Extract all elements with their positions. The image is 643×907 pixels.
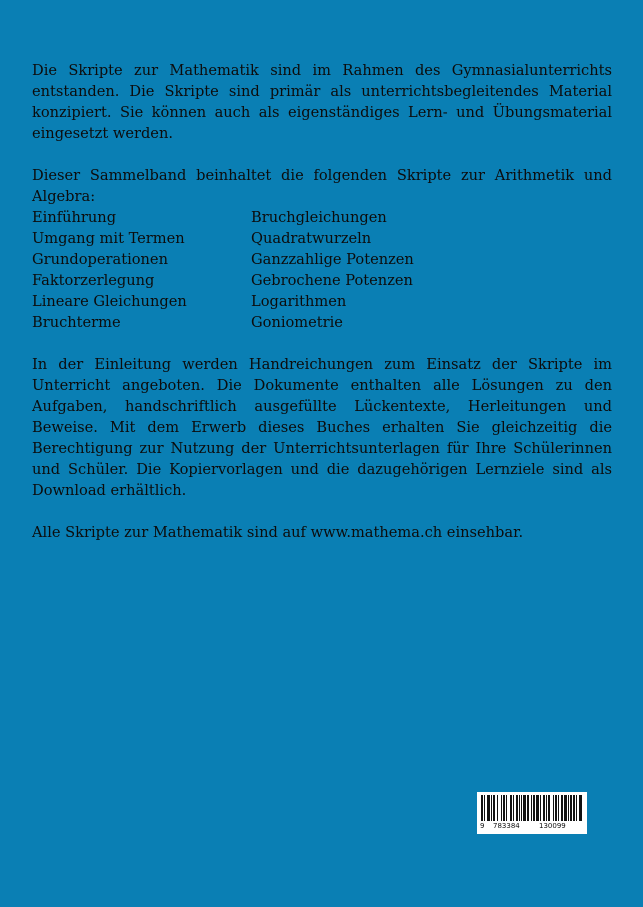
script-title: Ganzzahlige Potenzen <box>251 251 414 268</box>
isbn-barcode <box>477 792 587 834</box>
details-paragraph: In der Einleitung werden Handreichungen zum Einsatz der Skripte im Unterricht angeboten. Die Dokumente enthalten alle Lösungen zu den Aufgaben, handschriftlich ausgefüllte Lückentexte, Herleitungen und Beweise. Mit dem Erwerb dieses Buches erhalten Sie gleichzeitig die Berechtigung zur Nutzung der Unterrichtsunterlagen für Ihre Schülerinnen und Schüler. Die Kopiervorlagen und die dazugehörigen Lernziele sind als Download erhältlich. <box>32 356 612 499</box>
closing-paragraph: Alle Skripte zur Mathematik sind auf www.mathema.ch einsehbar. <box>32 524 524 541</box>
script-title: Quadratwurzeln <box>251 230 372 247</box>
script-title: Grundoperationen <box>32 251 168 268</box>
script-title: Logarithmen <box>251 293 347 310</box>
script-list <box>32 207 612 333</box>
script-title: Umgang mit Termen <box>32 230 185 247</box>
script-title: Goniometrie <box>251 314 343 331</box>
script-title: Einführung <box>32 209 117 226</box>
script-title: Lineare Gleichungen <box>32 293 187 310</box>
script-title: Faktorzerlegung <box>32 272 155 289</box>
script-title: Gebrochene Potenzen <box>251 272 413 289</box>
barcode-bars <box>481 795 583 823</box>
barcode-first-digit: 9 <box>480 822 485 830</box>
script-title: Bruchterme <box>32 314 121 331</box>
barcode-left-digits: 783384 <box>493 822 520 830</box>
script-list-right-column <box>251 207 414 333</box>
script-title: Bruchgleichungen <box>251 209 387 226</box>
spacer <box>32 333 612 354</box>
spacer <box>32 144 612 165</box>
script-list-left-column <box>32 207 251 333</box>
barcode-right-digits: 130099 <box>539 822 566 830</box>
spacer <box>32 501 612 522</box>
intro-paragraph: Die Skripte zur Mathematik sind im Rahmen des Gymnasialunterrichts entstanden. Die Skripte sind primär als unterrichtsbegleitendes Material konzipiert. Sie können auch als eigenständiges Lern- und Übungsmaterial eingesetzt werden. <box>32 62 612 142</box>
collection-lead: Dieser Sammelband beinhaltet die folgenden Skripte zur Arithmetik und Algebra: <box>32 167 612 205</box>
back-cover-text <box>32 60 612 543</box>
